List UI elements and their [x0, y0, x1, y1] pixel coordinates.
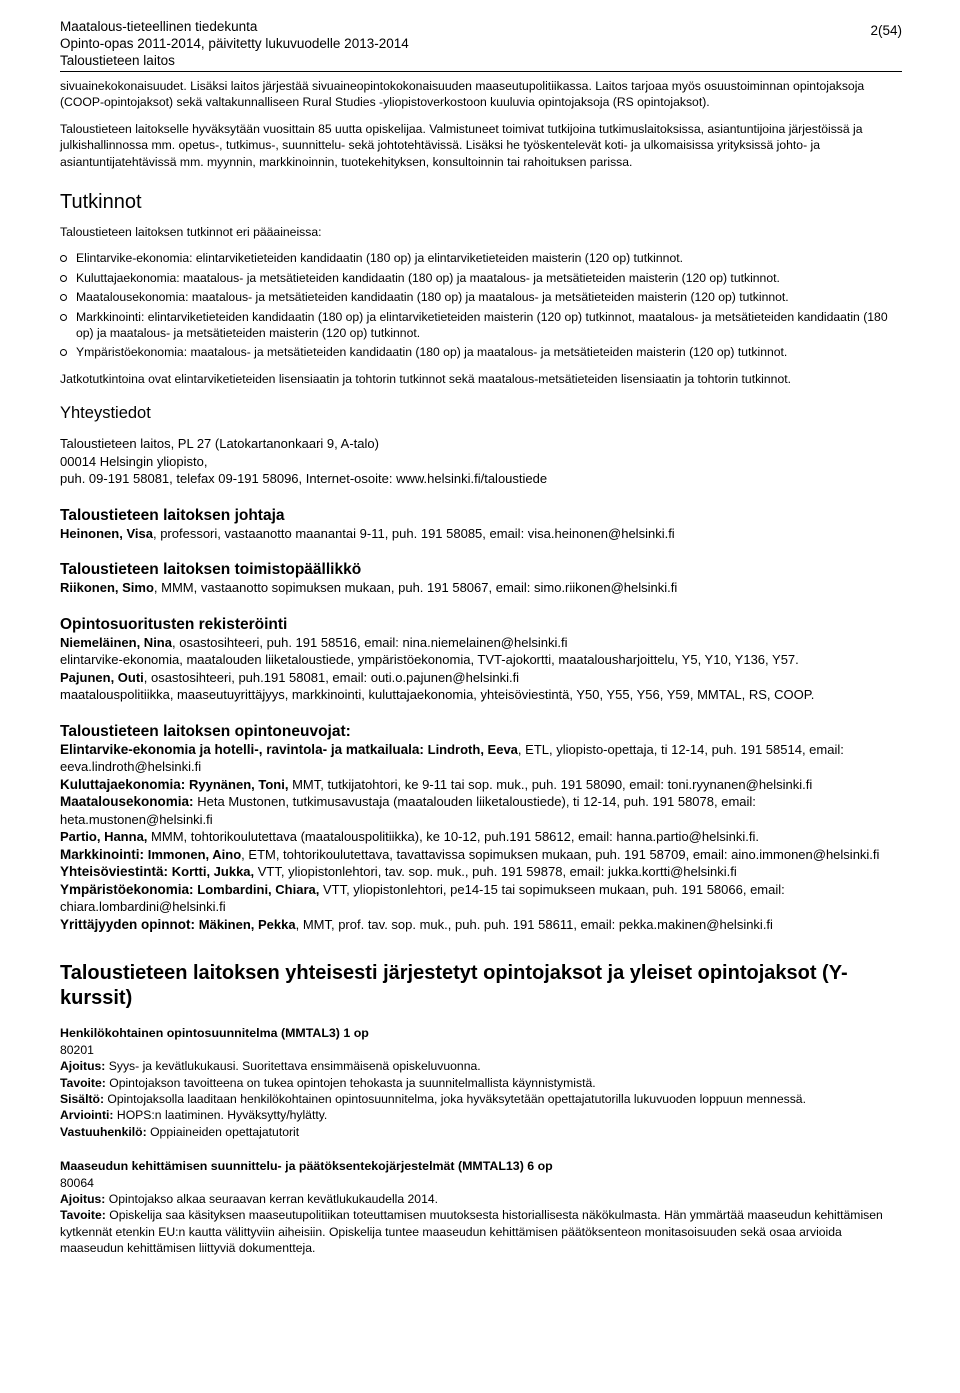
office-title: Taloustieteen laitoksen toimistopäällikkö [60, 561, 362, 579]
course-code-mmtal3: 80201 [60, 1042, 94, 1057]
records-contact-2: Pajunen, Outi, osastosihteeri, puh.191 58081, email: outi.o.pajunen@helsinki.fi [60, 669, 520, 685]
contact-address: Taloustieteen laitos, PL 27 (Latokartanonkaari 9, A-talo) [60, 436, 379, 452]
course-goal-mmtal3: Tavoite: Opintojakson tavoitteena on tukea opintojen tehokasta ja suunnitelmallista käynnistymistä. [60, 1075, 596, 1090]
bullet-icon [60, 294, 67, 301]
header-guide: Opinto-opas 2011-2014, päivitetty lukuvuodelle 2013-2014 [60, 36, 409, 51]
degrees-lead: Taloustieteen laitoksen tutkinnot eri pääaineissa: [60, 225, 322, 240]
course-content-mmtal3: Sisältö: Opintojaksolla laaditaan henkilökohtainen opintosuunnitelma, joka hyväksytetään opettajatutorilla lukuvuoden loppuun mennessä. [60, 1091, 806, 1106]
intro-paragraph-2: Taloustieteen laitokselle hyväksytään vuosittain 85 uutta opiskelijaa. Valmistuneet toimivat tutkijoina tutkimuslaitoksissa, asiantuntijoina järjestöissä ja julkishallinnossa mm. opetus-, tutkimus-, suunnittelu- sekä johtotehtävissä. Lisäksi he työskentelevät koti- ja ulkomaisissa yrityksissä johto- ja asiantuntijatehtävissä mm. myynnin, markkinoinnin, tuotekehityksen, konsultoinnin tai rahoituksen parissa. [60, 121, 863, 169]
records-subjects-2: maatalouspolitiikka, maaseutuyrittäjyys, markkinointi, kuluttajaekonomia, yhteisöviestintä, Y50, Y55, Y56, Y59, MMTAL, RS, COOP. [60, 687, 815, 703]
list-item: Maatalousekonomia: maatalous- ja metsätieteiden kandidaatin (180 op) ja maatalous- ja metsätieteiden maisterin (120 op) tutkinnot. [60, 289, 902, 305]
records-contact-1: Niemeläinen, Nina, osastosihteeri, puh. 191 58516, email: nina.niemelainen@helsinki.fi [60, 634, 568, 650]
header-department: Taloustieteen laitos [60, 53, 175, 68]
head-title: Taloustieteen laitoksen johtaja [60, 506, 285, 524]
advisor-environmental-economics: Ympäristöekonomia: Lombardini, Chiara, VTT, yliopistonlehtori, pe14-15 tai sopimukseen mukaan, puh. 191 58066, email: chiara.lombardini@helsinki.fi [60, 881, 785, 915]
course-title-mmtal13: Maaseudun kehittämisen suunnittelu- ja päätöksentekojärjestelmät (MMTAL13) 6 op [60, 1159, 553, 1174]
advisor-agricultural-policy: Partio, Hanna, MMM, tohtorikoulutettava (maatalouspolitiikka), ke 10-12, puh.191 58612, email: hanna.partio@helsinki.fi. [60, 829, 759, 845]
course-timing-mmtal3: Ajoitus: Syys- ja kevätlukukausi. Suoritettava ensimmäisenä opiskeluvuonna. [60, 1059, 481, 1074]
course-grading-mmtal3: Arviointi: HOPS:n laatiminen. Hyväksytty/hylätty. [60, 1108, 328, 1123]
records-subjects-1: elintarvike-ekonomia, maatalouden liiketaloustiede, ympäristöekonomia, TVT-ajokortti, maatalousharjoittelu, Y5, Y10, Y136, Y57. [60, 652, 799, 668]
bullet-icon [60, 314, 67, 321]
list-item: Elintarvike-ekonomia: elintarviketieteiden kandidaatin (180 op) ja elintarviketieteiden maisterin (120 op) tutkinnot. [60, 250, 902, 266]
intro-paragraph-1: sivuainekokonaisuudet. Lisäksi laitos järjestää sivuaineopintokokonaisuuden maaseutupolitiikassa. Laitos tarjoaa myös osuustoiminnan opintojaksoja (COOP-opintojaksot) sekä valtakunnalliseen Rural Studies -yliopistoverkostoon kuuluvia opintojaksoja (RS opintojaksot). [60, 79, 865, 110]
header-faculty: Maatalous-tieteellinen tiedekunta [60, 19, 258, 34]
list-item: Ympäristöekonomia: maatalous- ja metsätieteiden kandidaatin (180 op) ja maatalous- ja metsätieteiden maisterin (120 op) tutkinnot. [60, 344, 902, 360]
advisor-marketing: Markkinointi: Immonen, Aino, ETM, tohtorikoulutettava, tavattavissa sopimuksen mukaan, puh. 191 58709, email: aino.immonen@helsinki.fi [60, 846, 880, 862]
list-item: Markkinointi: elintarviketieteiden kandidaatin (180 op) ja elintarviketieteiden maisterin (120 op) tutkinnot, maatalous- ja metsätieteiden kandidaatin (180 op) ja maatalous- ja metsätieteiden maisterin (120 op) tutkinnot. [60, 309, 902, 342]
office-contact: Riikonen, Simo, MMM, vastaanotto sopimuksen mukaan, puh. 191 58067, email: simo.riikonen@helsinki.fi [60, 580, 678, 596]
advisor-entrepreneurship: Yrittäjyyden opinnot: Mäkinen, Pekka, MMT, prof. tav. sop. muk., puh. puh. 191 58611, email: pekka.makinen@helsinki.fi [60, 916, 773, 932]
head-contact: Heinonen, Visa, professori, vastaanotto maanantai 9-11, puh. 191 58085, email: visa.heinonen@helsinki.fi [60, 525, 675, 541]
advisor-food-economics: Elintarvike-ekonomia ja hotelli-, ravintola- ja matkailuala: Lindroth, Eeva, ETL, yliopisto-opettaja, ti 12-14, puh. 191 58514, email: eeva.lindroth@helsinki.fi [60, 741, 844, 775]
advisors-title: Taloustieteen laitoksen opintoneuvojat: [60, 722, 351, 740]
bullet-icon [60, 349, 67, 356]
course-timing-mmtal13: Ajoitus: Opintojakso alkaa seuraavan kerran kevätlukukaudella 2014. [60, 1191, 439, 1206]
contact-postal: 00014 Helsingin yliopisto, [60, 453, 208, 469]
contact-title: Yhteystiedot [60, 404, 151, 423]
course-goal-mmtal13: Tavoite: Opiskelija saa käsityksen maaseutupolitiikan toteuttamisen muutoksesta historiallisesta näkökulmasta. Hän ymmärtää maaseudun kehittämisen kytkennät etenkin EU:n kautta välittyviin aiheisiin. Opiskelija tuntee maaseudun kehittämisen päätöksenteon monitasoisuuden sekä osaa arvioida maaseudun kehittämisen liittyviä dokumentteja. [60, 1208, 883, 1256]
records-title: Opintosuoritusten rekisteröinti [60, 615, 288, 633]
page-header [60, 18, 902, 72]
bullet-icon [60, 255, 67, 262]
advisor-consumer-economics: Kuluttajaekonomia: Ryynänen, Toni, MMT, tutkijatohtori, ke 9-11 tai sop. muk., puh. 191 58090, email: toni.ryynanen@helsinki.fi [60, 776, 813, 792]
bullet-icon [60, 275, 67, 282]
list-item: Kuluttajaekonomia: maatalous- ja metsätieteiden kandidaatin (180 op) ja maatalous- ja metsätieteiden maisterin (120 op) tutkinnot. [60, 270, 902, 286]
common-courses-title: Taloustieteen laitoksen yhteisesti järjestetyt opintojaksot ja yleiset opintojaksot (Y-kurssit) [60, 962, 848, 1010]
course-responsible-mmtal3: Vastuuhenkilö: Oppiaineiden opettajatutorit [60, 1124, 300, 1139]
page-number: 2(54) [870, 23, 902, 38]
advisor-agricultural-economics: Maatalousekonomia: Heta Mustonen, tutkimusavustaja (maatalouden liiketaloustiede), ti 12-14, puh. 191 58078, email: heta.mustonen@helsinki.fi [60, 794, 756, 827]
course-title-mmtal3: Henkilökohtainen opintosuunnitelma (MMTAL3) 1 op [60, 1026, 369, 1041]
degrees-list [60, 250, 902, 360]
postgrad-degrees: Jatkotutkintoina ovat elintarviketieteiden lisensiaatin ja tohtorin tutkinnot sekä maatalous-metsätieteiden lisensiaatin ja tohtorin tutkinnot. [60, 371, 791, 386]
advisor-communication: Yhteisöviestintä: Kortti, Jukka, VTT, yliopistonlehtori, tav. sop. muk., puh. 191 59878, email: jukka.kortti@helsinki.fi [60, 864, 737, 880]
document-page [60, 18, 902, 1257]
contact-phone: puh. 09-191 58081, telefax 09-191 58096, Internet-osoite: www.helsinki.fi/taloustiede [60, 471, 548, 487]
course-code-mmtal13: 80064 [60, 1175, 94, 1190]
degrees-title: Tutkinnot [60, 191, 142, 214]
